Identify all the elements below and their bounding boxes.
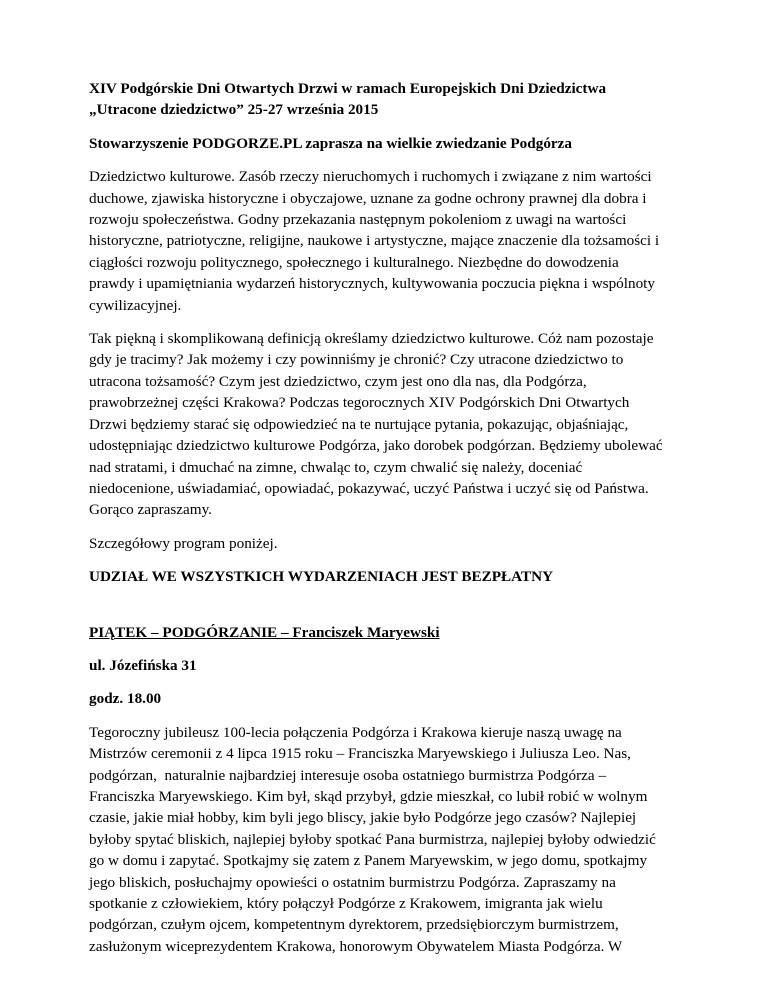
text-line: spotkanie z człowiekiem, który połączył Podgórze z Krakowem, imigranta jak wielu — [89, 895, 603, 912]
text-line: Franciszka Maryewskiego. Kim był, skąd przybył, gdzie mieszkał, co lubił robić w wolnym — [89, 787, 648, 805]
text-line: jego bliskich, posłuchajmy opowieści o ostatnim burmistrzu Podgórza. Zapraszamy na — [89, 873, 616, 891]
text-line: utracona tożsamość? Czym jest dziedzictwo, czym jest ono dla nas, dla Podgórza, — [89, 372, 587, 390]
text-line: duchowe, zjawiska historyczne i obyczajowe, uznane za godne ochrony prawnej dla dobra i — [89, 189, 647, 207]
event-heading: PIĄTEK – PODGÓRZANIE – Franciszek Maryewski — [89, 623, 440, 641]
text-line: prawobrzeżnej części Krakowa? Podczas tegorocznych XIV Podgórskich Dni Otwartych — [89, 394, 630, 412]
paragraph-questions — [89, 328, 689, 521]
title-line-2: „Utracone dziedzictwo” 25-27 września 2015 — [89, 101, 379, 119]
event-address: ul. Józefińska 31 — [89, 656, 197, 674]
text-line: byłoby spytać bliskich, najlepiej byłoby spotkać Pana burmistrza, najlepiej byłoby odwiedzić — [89, 830, 656, 848]
text-line: podgórzan, naturalnie najbardziej interesuje osoba ostatniego burmistrza Podgórza – — [89, 766, 607, 784]
text-line: czasie, jakie miał hobby, kim byli jego bliscy, jakie było Podgórze jego czasów? Najlepiej — [89, 809, 637, 827]
document-page — [89, 78, 689, 969]
text-line: Mistrzów ceremonii z 4 lipca 1915 roku – Franciszka Maryewskiego i Juliusza Leo. Nas, — [89, 745, 631, 763]
program-note: Szczegółowy program poniżej. — [89, 534, 278, 552]
text-line: prawdy i upamiętniania wydarzeń historycznych, kultywowania poczucia piękna i wspólnoty — [89, 275, 655, 293]
document-title — [89, 78, 689, 121]
text-line: gdy je tracimy? Jak możemy i czy powinniśmy je chronić? Czy utracone dziedzictwo to — [89, 351, 624, 369]
text-line: Gorąco zapraszamy. — [89, 501, 212, 519]
text-line: ciągłości rozwoju politycznego, społecznego i kulturalnego. Niezbędne do dowodzenia — [89, 253, 619, 271]
text-line: podgórzan, czułym ojcem, kompetentnym dyrektorem, przedsiębiorczym burmistrzem, — [89, 916, 619, 934]
text-line: go w domu i zapytać. Spotkajmy się zatem z Panem Maryewskim, w jego domu, spotkajmy — [89, 852, 648, 870]
event-time: godz. 18.00 — [89, 690, 162, 708]
text-line: Tak piękną i skomplikowaną definicją określamy dziedzictwo kulturowe. Cóż nam pozostaje — [89, 330, 654, 348]
free-entry-notice: UDZIAŁ WE WSZYSTKICH WYDARZENIACH JEST BEZPŁATNY — [89, 568, 554, 586]
invitation-heading: Stowarzyszenie PODGORZE.PL zaprasza na wielkie zwiedzanie Podgórza — [89, 134, 572, 152]
text-line: udostępniając dziedzictwo kulturowe Podgórza, jako dorobek podgórzan. Będziemy ubolewać — [89, 437, 663, 455]
text-line: Tegoroczny jubileusz 100-lecia połączenia Podgórza i Krakowa kieruje naszą uwagę na — [89, 723, 622, 741]
text-line: historyczne, patriotyczne, religijne, naukowe i artystyczne, mające znaczenie dla tożsamości i — [89, 232, 660, 250]
paragraph-definition — [89, 166, 689, 316]
text-line: niedocenione, uświadamiać, opowiadać, pokazywać, uczyć Państwa i uczyć się od Państwa. — [89, 479, 649, 497]
text-line: cywilizacyjnej. — [89, 296, 182, 314]
text-line: rozwoju społeczeństwa. Godny przekazania następnym pokoleniom z uwagi na wartości — [89, 211, 627, 229]
title-line-1: XIV Podgórskie Dni Otwartych Drzwi w ramach Europejskich Dni Dziedzictwa — [89, 80, 607, 97]
text-line: Dziedzictwo kulturowe. Zasób rzeczy nieruchomych i ruchomych i związane z nim wartości — [89, 168, 652, 186]
text-line: nad stratami, i dmuchać na zimne, chwaląc to, czym chwalić się należy, doceniać — [89, 458, 583, 476]
text-line: zasłużonym wiceprezydentem Krakowa, honorowym Obywatelem Miasta Podgórza. W — [89, 937, 623, 955]
text-line: Drzwi będziemy starać się odpowiedzieć na te nurtujące pytania, pokazując, objaśniając, — [89, 415, 629, 433]
paragraph-event-description — [89, 722, 689, 957]
